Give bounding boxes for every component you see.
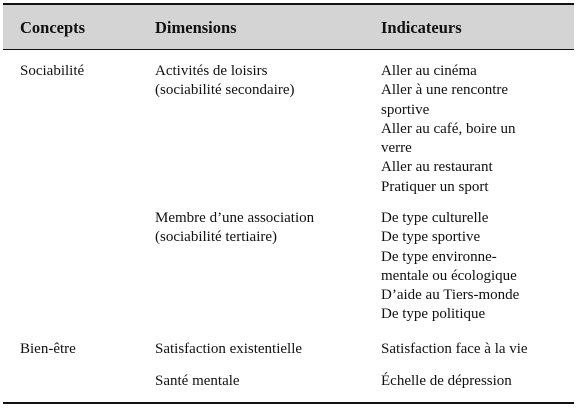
concept-label: Sociabilité xyxy=(20,63,85,79)
indicator-cell xyxy=(381,340,528,359)
dimension-line: Membre d’une association xyxy=(155,210,315,226)
dimension-line: (sociabilité secondaire) xyxy=(155,82,295,99)
concept-cell xyxy=(20,340,76,359)
indicator-line: Échelle de dépression xyxy=(381,373,512,389)
header-concepts: Concepts xyxy=(20,18,86,37)
table-header-row xyxy=(3,5,574,50)
dimension-line: Santé mentale xyxy=(155,373,240,389)
indicator-line: verre xyxy=(381,140,412,157)
indicator-line: Aller à une rencontre xyxy=(381,82,509,99)
dimension-line: Satisfaction existentielle xyxy=(155,341,303,357)
indicator-line: De type environne- xyxy=(381,248,497,265)
indicator-cell xyxy=(381,209,519,325)
indicator-line: De type sportive xyxy=(381,229,481,246)
dimension-cell xyxy=(155,209,314,248)
concept-cell xyxy=(20,62,84,81)
dimension-line: Activités de loisirs xyxy=(155,63,268,79)
indicator-line: Pratiquer un sport xyxy=(381,178,489,195)
indicator-line: D’aide au Tiers-monde xyxy=(381,287,520,304)
dimension-cell xyxy=(155,340,302,359)
header-indicateurs: Indicateurs xyxy=(381,18,462,37)
dimension-line: (sociabilité tertiaire) xyxy=(155,229,278,246)
concept-label: Bien-être xyxy=(20,341,76,357)
indicator-line: sportive xyxy=(381,101,430,118)
indicator-line: mentale ou écologique xyxy=(381,267,517,284)
indicator-cell xyxy=(381,62,516,197)
dimension-cell xyxy=(155,62,295,101)
concepts-table xyxy=(3,3,574,404)
indicator-line: Aller au cinéma xyxy=(381,63,477,79)
indicator-cell xyxy=(381,372,512,391)
indicator-line: Aller au restaurant xyxy=(381,159,493,176)
header-dimensions: Dimensions xyxy=(155,18,237,37)
indicator-line: De type culturelle xyxy=(381,210,489,226)
indicator-line: Aller au café, boire un xyxy=(381,120,516,137)
indicator-line: Satisfaction face à la vie xyxy=(381,341,528,357)
indicator-line: De type politique xyxy=(381,306,486,323)
dimension-cell xyxy=(155,372,240,391)
